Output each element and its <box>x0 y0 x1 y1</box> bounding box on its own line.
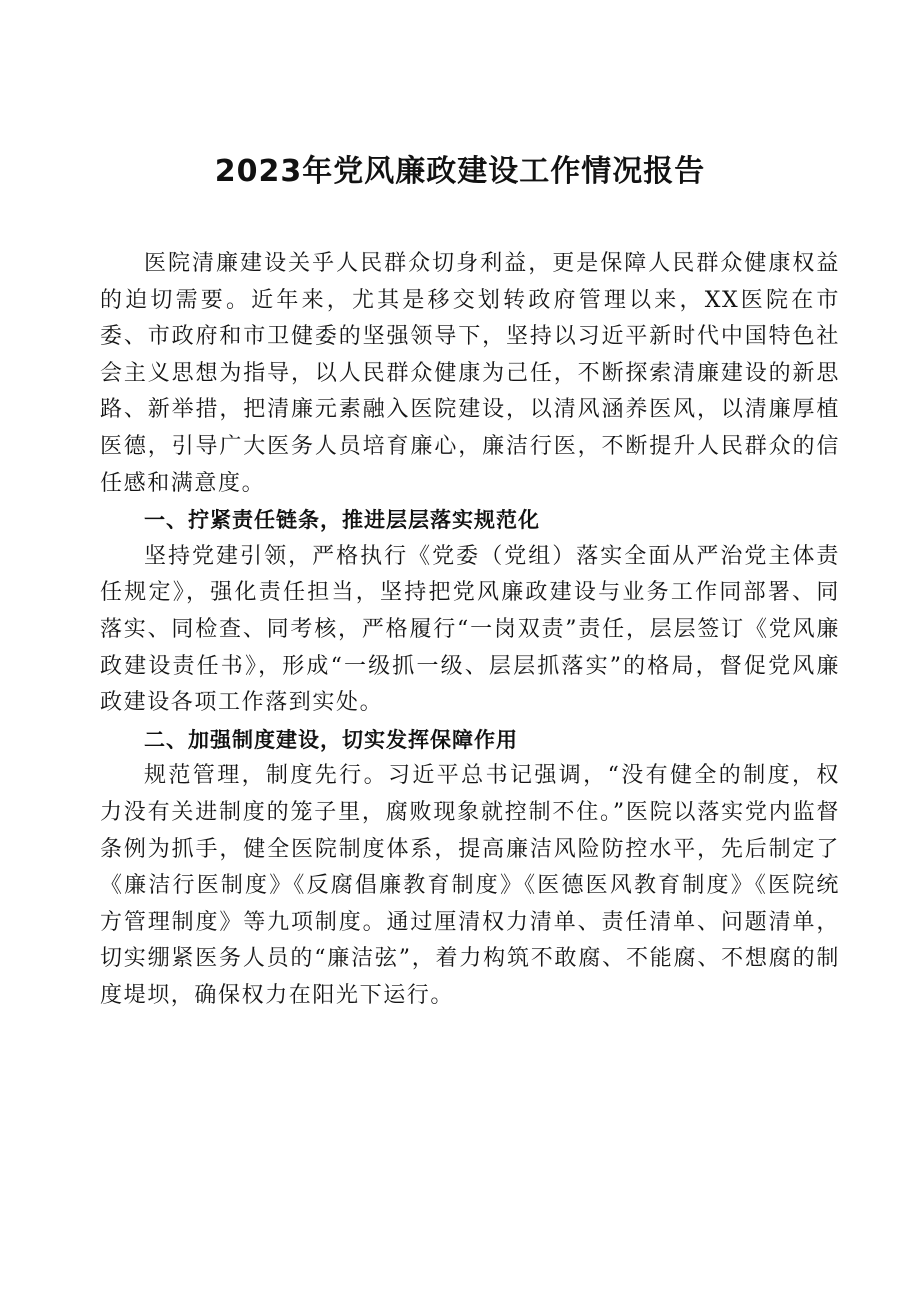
document-body <box>100 246 840 1014</box>
section-1 <box>100 502 840 722</box>
section-paragraph: 坚持党建引领，严格执行《党委（党组）落实全面从严治党主体责任规定》，强化责任担当，坚持把党风廉政建设与业务工作同部署、同落实、同检查、同考核，严格履行“一岗双责”责任，层层签订《党风廉政建设责任书》，形成“一级抓一级、层层抓落实”的格局，督促党风廉政建设各项工作落到实处。 <box>100 543 840 716</box>
section-2 <box>100 722 840 1015</box>
intro-paragraph: 医院清廉建设关乎人民群众切身利益，更是保障人民群众健康权益的迫切需要。近年来，尤其是移交划转政府管理以来，XX医院在市委、市政府和市卫健委的坚强领导下，坚持以习近平新时代中国特色社会主义思想为指导，以人民群众健康为己任，不断探索清廉建设的新思路、新举措，把清廉元素融入医院建设，以清风涵养医风，以清廉厚植医德，引导广大医务人员培育廉心，廉洁行医，不断提升人民群众的信任感和满意度。 <box>100 251 840 496</box>
section-heading: 一、拧紧责任链条，推进层层落实规范化 <box>144 508 540 533</box>
section-paragraph: 规范管理，制度先行。习近平总书记强调，“没有健全的制度，权力没有关进制度的笼子里，腐败现象就控制不住。”医院以落实党内监督条例为抓手，健全医院制度体系，提高廉洁风险防控水平，先后制定了《廉洁行医制度》《反腐倡廉教育制度》《医德医风教育制度》《医院统方管理制度》等九项制度。通过厘清权力清单、责任清单、问题清单，切实绷紧医务人员的“廉洁弦”，着力构筑不敢腐、不能腐、不想腐的制度堤坝，确保权力在阳光下运行。 <box>100 763 840 1008</box>
section-heading: 二、加强制度建设，切实发挥保障作用 <box>144 727 518 752</box>
document-title: 2023年党风廉政建设工作情况报告 <box>214 154 706 189</box>
